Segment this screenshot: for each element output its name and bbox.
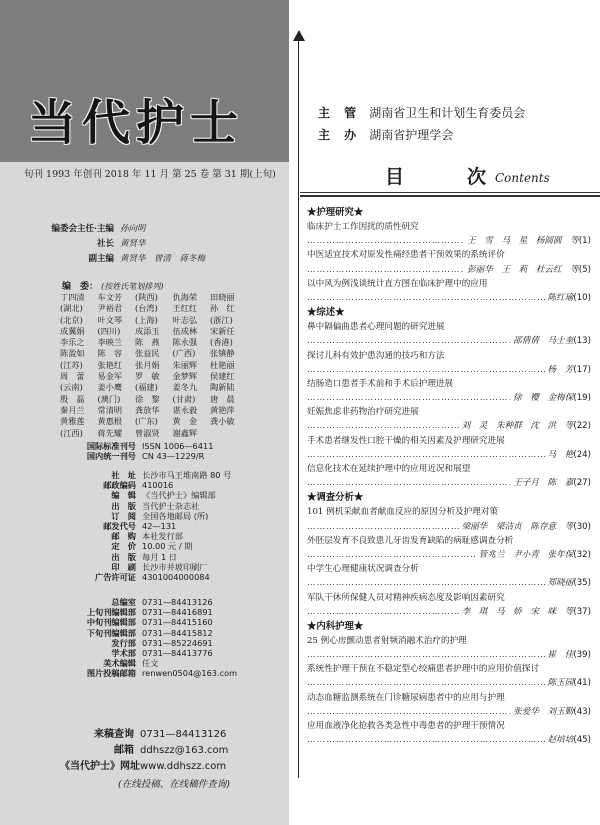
phone-row-value: 0731—84415160 [142,617,213,628]
toc-article-authors: 马 艳 [547,449,574,460]
toc-article-meta [307,419,591,433]
contact-row-label: 来稿查询 [94,729,134,740]
member-row [60,315,285,326]
sponsor-org: 湖南省卫生和计划生育委员会 [369,106,526,120]
member-name: 成添玉 [135,325,160,336]
toc-article-page: (13) [573,336,591,347]
member-name: 龚小敏 [210,416,235,427]
member-name: 朱丽辉 [172,359,198,370]
dot-leader [307,334,510,348]
publication-row-label: 出 版 [111,551,136,562]
publication-row [60,501,290,511]
toc-article-meta [307,263,591,277]
phone-row-label: 上旬刊编辑部 [86,607,136,618]
toc-article-meta [307,605,591,619]
arrow-up-icon [293,30,305,41]
member-name: 龚放华 [135,404,160,415]
member-name: 秦月兰 [60,404,85,415]
publication-row-value: 长沙市马王堆南路 80 号 [142,470,232,480]
publication-row-label: 社 址 [111,470,136,480]
member-name: 侯建红 [210,371,235,382]
member-name: (浙江) [210,314,233,325]
code-row-label: 国际标准刊号 [86,441,136,451]
phone-row-value: 0731—84416891 [142,607,213,618]
toc-article-authors: 梁丽华 梁洁贞 陈存意 等 [461,521,574,532]
member-name: 杜艳丽 [210,359,235,370]
toc-article-page: (35) [573,578,591,589]
member-name: (福建) [135,382,158,393]
member-row [60,405,285,416]
phone-row-value: 0731—84413126 [142,597,213,607]
member-name: 宋新任 [210,325,235,336]
member-row [60,348,285,359]
phone-row [60,628,290,638]
publication-row [60,572,290,582]
toc-article-meta [307,291,591,305]
phone-row [60,617,290,627]
member-name: 易金军 [97,371,123,382]
dot-leader [307,291,545,305]
contact-row [60,759,288,775]
toc-divider [300,192,600,193]
member-name: (四川) [97,325,121,336]
member-name: 姜小鹰 [97,382,123,393]
sponsor-row: 主 办 湖南省护理学会 [318,128,454,142]
toc-article-page: (22) [573,421,591,432]
member-name: 罗 敏 [135,371,160,382]
toc-subtitle: Contents [495,171,550,185]
toc-article-page: (45) [573,735,591,746]
contact-row-value: ddhszz@163.com [140,745,229,756]
publication-row-label: 邮发代号 [103,520,136,531]
sponsor-row: 主 管 湖南省卫生和计划生育委员会 [318,106,526,120]
toc-article-title[interactable]: 探讨儿科有效护患沟通的技巧和方法 [307,350,445,361]
toc-article-page: (37) [573,606,591,617]
phone-row-label: 总编室 [111,597,136,607]
phone-row-label: 发行部 [111,637,136,648]
phone-row-value: 0731—84415812 [142,627,213,638]
toc-article-page: (39) [573,650,591,661]
member-name: 谌永毅 [172,404,198,415]
committee-title [62,279,163,292]
member-name: 叶文琴 [97,314,123,325]
member-name: 常清明 [97,404,123,415]
toc-article-page: (27) [573,478,591,489]
publication-row [60,470,290,480]
committee-note: (按姓氏笔划排列) [101,282,164,291]
publication-row-value: 4301004000084 [142,571,210,582]
dot-leader [307,733,545,747]
member-name: 伍成林 [172,325,198,336]
member-name: 徐 黎 [135,393,160,404]
member-name: 陶新陆 [210,382,235,393]
editor-names: 黄贤华 曾清 蒋冬梅 [120,254,206,264]
member-row [60,416,285,427]
toc-article-meta [307,705,591,719]
member-name: 陈 燕 [135,337,160,348]
toc-article-meta [307,733,591,747]
toc-header [300,160,600,194]
toc-article-title[interactable]: 外胚层发育不良致患儿牙齿发育缺陷的病耻感调查分析 [307,535,514,546]
publication-row-value: 每月 1 日 [142,551,177,562]
phone-row-value: 0731—85224691 [142,637,213,648]
dot-leader [307,676,545,690]
publication-row-label: 邮 购 [111,531,136,542]
toc-article-title[interactable]: 中学生心理健康状况调查分析 [307,564,419,575]
editor-names: 黄贤华 [120,239,146,249]
member-name: 姜冬九 [172,382,198,393]
issue-line: 旬刊 1993 年创刊 2018 年 11 月 第 25 卷 第 31 期(上旬) [24,169,276,180]
toc-article-authors: 郑晓丽 [547,578,574,589]
member-name: 成翼娟 [60,325,85,336]
toc-article-title[interactable]: 以中风为例浅谈统计直方图在临床护理中的应用 [307,278,488,289]
member-name: 黄 金 [172,416,198,427]
member-name: (广东) [135,416,158,427]
publication-info [60,470,290,582]
member-row [60,303,285,314]
toc-article-authors: 邵倩倩 马士奎 [513,336,574,347]
phone-row-label: 美术编辑 [103,658,136,669]
dot-leader [307,234,464,248]
code-row-value: ISSN 1006—6411 [142,441,214,451]
phone-row [60,658,290,668]
dot-leader [307,419,459,433]
toc-article-authors: 赵培培 [547,735,574,746]
member-name: (湖北) [60,303,83,314]
member-row [60,292,285,303]
member-name: 谢鑫辉 [172,427,198,438]
committee-members [60,292,285,439]
toc-article-title[interactable]: 鼻中隔偏曲患者心理问题的研究进展 [307,322,445,333]
contact-row-value: 0731—84413126 [140,729,227,740]
publication-row [60,490,290,500]
member-row [60,326,285,337]
toc-article-title[interactable]: 临床护士工作因扰的质性研究 [307,222,419,232]
toc-article-title[interactable]: 动态血糖监测系统在门诊糖尿病患者中的应用与护理 [307,692,505,703]
contact-row-label: 邮箱 [114,745,134,756]
toc-article-meta [307,576,591,590]
member-name [210,428,248,439]
publication-row-label: 编 辑 [111,490,136,501]
member-name: 尹裕君 [97,303,123,314]
member-row [60,337,285,348]
toc-article-meta [307,648,591,662]
member-name: 陈 容 [97,348,123,359]
phone-row-value: renwen0504@163.com [142,668,238,679]
phone-row [60,597,290,607]
publication-row-label: 广告许可证 [95,571,136,582]
member-name: 金梦辉 [172,371,198,382]
publication-row [60,480,290,490]
member-row [60,428,285,439]
publication-row [60,531,290,541]
phone-row [60,607,290,617]
publication-row-value: 《当代护士》编辑部 [142,490,216,501]
toc-article-title[interactable]: 25 例心房颤动患者射频消融术治疗的护理 [307,635,467,646]
member-name: 张益民 [135,348,160,359]
toc-article-title[interactable]: 结肠造口患者手术前和手术后护理进展 [307,378,454,389]
toc-article-meta [307,391,591,405]
toc-divider [300,195,600,197]
publication-row-value: 10.00 元 / 期 [142,541,193,552]
toc-article-meta [307,234,591,248]
member-name: 丁四清 [60,292,85,302]
phone-row-label: 下旬刊编辑部 [86,627,136,638]
member-name: 蒋先耀 [97,427,123,438]
toc-article-title[interactable]: 军队干休所保健人员对精神疾病态度及影响因素研究 [307,592,505,603]
member-name: 李乐之 [60,337,85,348]
phone-row [60,638,290,648]
publication-row [60,511,290,521]
member-name: 周 蕾 [60,371,85,382]
dot-leader [307,391,510,405]
dot-leader [307,548,476,562]
toc-article-meta [307,520,591,534]
member-name: (甘肃) [172,393,196,404]
phone-row-value: 0731—84413776 [142,647,213,658]
member-name: 张镇静 [210,348,235,359]
toc-article-authors: 管兆兰 尹小青 张年保 [478,549,574,560]
member-name: 张月娟 [135,359,160,370]
toc-section-heading: ★综述★ [307,307,345,319]
toc-article-authors: 张爱华 刘玉勤 [513,706,574,717]
publication-row-label: 订 阅 [111,510,136,521]
contact-block [60,727,288,790]
dot-leader [307,448,545,462]
toc-article-title[interactable]: 中医适宜技术对原发性痛经患者干预效果的系统评价 [307,250,505,261]
member-name: 田晓丽 [210,292,235,302]
contact-row [60,743,288,759]
dot-leader [307,476,510,490]
member-name: (香港) [210,337,233,348]
toc-article-meta [307,334,591,348]
member-name: 车文芳 [97,292,123,302]
publication-row-value: 全国各地邮局 (所) [142,510,209,521]
member-name: (广西) [172,348,196,359]
toc-article-authors: 徐 樱 金梅保 [513,393,574,404]
member-row [60,394,285,405]
phone-row-value: 任文 [142,658,159,669]
publication-row-value: 本社发行部 [142,531,183,542]
phone-row [60,668,290,678]
committee-label: 编 委： [62,282,99,292]
toc-article-authors: 陈红瑜 [547,292,574,303]
code-row-value: CN 43—1229/R [142,451,205,462]
toc-article-page: (10) [573,292,591,303]
member-name: (陕西) [135,292,158,302]
member-name: (澳门) [97,393,121,404]
member-name: (江苏) [60,359,83,370]
publication-row-value: 长沙市井坡印刷厂 [142,561,208,572]
toc-article-authors: 彭丽华 王 莉 杜云红 等 [467,264,579,275]
publication-row-value: 当代护士杂志社 [142,500,200,511]
toc-article-authors: 刘 灵 朱种群 沈 洪 等 [461,421,574,432]
member-name: 陈盈如 [60,348,85,359]
member-name: (江西) [60,427,83,438]
phone-row-label: 中旬刊编辑部 [86,617,136,628]
publication-row-value: 42—131 [142,520,177,531]
editor-role: 编委会主任·主编 [51,224,114,234]
toc-article-title[interactable]: 信息化技术在延续护理中的应用近况和展望 [307,464,471,474]
dot-leader [307,263,464,277]
toc-article-page: (19) [573,393,591,404]
phone-info [60,597,290,679]
toc-article-page: (43) [573,706,591,717]
toc-article-meta [307,448,591,462]
member-row [60,382,285,393]
publication-row [60,552,290,562]
toc-article-page: (41) [573,678,591,689]
member-name: 王红红 [172,303,198,314]
editor-role: 社长 [96,239,114,249]
table-of-contents [307,205,591,747]
publication-row-label: 定 价 [111,541,136,552]
sponsor-org: 湖南省护理学会 [369,128,454,142]
editor-role: 副主编 [88,254,114,264]
code-row [60,451,290,461]
toc-article-title[interactable]: 101 例机采献血者献血反应的原因分析及护理对策 [307,507,499,518]
toc-section-heading: ★护理研究★ [307,207,364,218]
member-name: (云南) [60,382,83,393]
toc-article-title[interactable]: 应用血液净化抢救各类急性中毒患者的护理干预情况 [307,721,505,731]
toc-title: 目 次 [385,166,509,188]
member-name: 黄惠根 [97,416,123,427]
toc-article-authors: 杨 芳 [547,364,574,375]
member-name: 叶志弘 [172,314,198,325]
toc-article-title[interactable]: 手术患者继发性口腔干燥的相关因素及护理研究进展 [307,435,505,446]
member-row [60,371,285,382]
phone-row [60,648,290,658]
toc-section-heading: ★内科护理★ [307,620,364,632]
toc-article-meta [307,548,591,562]
toc-article-title[interactable]: 系统性护理干预在不稳定型心绞痛患者护理中的应用价值探讨 [307,664,540,675]
member-name: (北京) [60,314,83,325]
code-row [60,441,290,451]
sponsor-block [318,102,525,146]
member-row [60,360,285,371]
publication-row [60,521,290,531]
toc-article-page: (24) [573,449,591,460]
publication-row [60,562,290,572]
contact-row [60,727,288,743]
dot-leader [307,605,459,619]
publication-row [60,541,290,551]
toc-section-heading: ★调查分析★ [307,492,364,504]
toc-article-authors: 王 雪 马 星 杨圆圆 等 [467,236,579,247]
phone-row-label: 图片投稿邮箱 [86,668,136,679]
toc-article-title[interactable]: 妊娠焦虑非药物治疗研究进展 [307,407,419,418]
member-name: 曾淑贤 [135,427,160,438]
member-name: 张艳红 [97,359,123,370]
dot-leader [307,648,545,662]
toc-article-meta [307,676,591,690]
toc-article-authors: 陈玉园 [547,678,574,689]
toc-article-page: (32) [573,549,591,560]
toc-article-page: (1) [578,236,591,247]
member-name: 黄雅莲 [60,416,85,427]
member-name: 仇海荣 [172,292,198,302]
member-name: 黄艳萍 [210,404,235,415]
contact-row-label: 《当代护士》网址 [60,761,140,772]
member-name: (台湾) [135,303,158,314]
toc-article-page: (17) [573,364,591,375]
publication-row-label: 印 刷 [111,561,136,572]
editor-names: 孙向明 [120,224,146,234]
publication-row-value: 410016 [142,480,174,491]
toc-article-authors: 王子月 陈 嘉 [513,478,574,489]
issn-codes [60,441,290,461]
dot-leader [307,520,459,534]
journal-logo: 当代护士 [28,95,245,151]
member-name: 孙 红 [210,303,235,314]
dot-leader [307,576,545,590]
member-name: 唐 晨 [210,393,235,404]
contact-note: (在线投稿、在线稿件查询) [118,779,230,790]
member-name: 陈永强 [172,337,198,348]
toc-article-meta [307,363,591,377]
toc-article-meta [307,476,591,490]
member-name: 李映兰 [97,337,123,348]
toc-article-authors: 李 琪 马 娇 宋 咪 等 [461,606,574,617]
publication-row-label: 出 版 [111,500,136,511]
member-name: 殷 磊 [60,393,85,404]
phone-row-label: 学术部 [111,647,136,658]
toc-article-page: (30) [573,521,591,532]
member-name: (上海) [135,314,158,325]
code-row-label: 国内统一刊号 [86,451,136,462]
contact-row-value: www.ddhszz.com [140,761,227,772]
dot-leader [307,363,545,377]
dot-leader [307,705,510,719]
toc-article-authors: 崔 佳 [547,650,574,661]
publication-row-label: 邮政编码 [103,480,136,491]
toc-article-page: (5) [578,264,591,275]
vertical-rule [298,38,299,778]
